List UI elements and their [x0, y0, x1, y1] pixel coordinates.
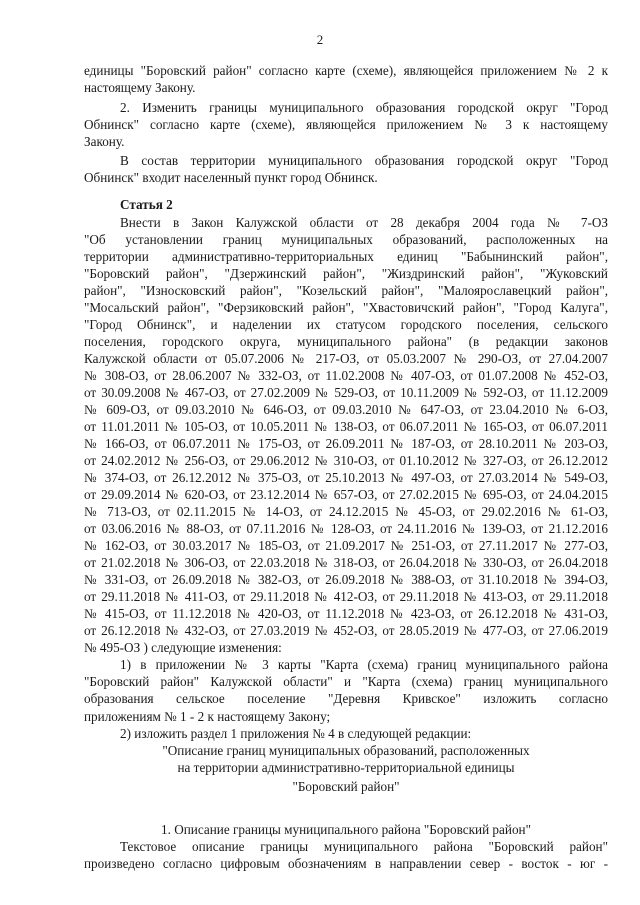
text-line: образования сельское поселение "Деревня Кривское" изложить согласно: [84, 691, 608, 706]
text-line: Внести в Закон Калужской области от 28 декабря 2004 года № 7-ОЗ: [120, 215, 608, 230]
text-line: настоящему Закону.: [84, 80, 196, 95]
text-line: 2) изложить раздел 1 приложения № 4 в следующей редакции:: [120, 726, 472, 741]
text-line: от 24.02.2012 № 256-ОЗ, от 29.06.2012 № 310-ОЗ, от 01.10.2012 № 327-ОЗ, от 26.12.2012: [84, 453, 608, 468]
text-line: № 162-ОЗ, от 30.03.2017 № 185-ОЗ, от 21.09.2017 № 251-ОЗ, от 27.11.2017 № 277-ОЗ,: [84, 538, 608, 553]
text-line: приложениям № 1 - 2 к настоящему Закону;: [84, 709, 331, 724]
text-line: № 308-ОЗ, от 28.06.2007 № 332-ОЗ, от 11.02.2008 № 407-ОЗ, от 01.07.2008 № 452-ОЗ,: [84, 368, 608, 383]
text-line: Закону.: [84, 134, 125, 149]
text-line: от 11.01.2011 № 105-ОЗ, от 10.05.2011 № 138-ОЗ, от 06.07.2011 № 165-ОЗ, от 06.07.2011: [84, 419, 608, 434]
text-line: поселения, городского округа, муниципального района" (в редакции законов: [84, 334, 608, 349]
text-line: № 415-ОЗ, от 11.12.2018 № 420-ОЗ, от 11.12.2018 № 423-ОЗ, от 26.12.2018 № 431-ОЗ,: [84, 606, 608, 621]
text-line: от 29.09.2014 № 620-ОЗ, от 23.12.2014 № 657-ОЗ, от 27.02.2015 № 695-ОЗ, от 24.04.2015: [84, 487, 608, 502]
text-line: единицы "Боровский район" согласно карте (схеме), являющейся приложением № 2 к: [84, 63, 608, 78]
text-line: произведено согласно цифровым обозначениям в направлении север - восток - юг -: [84, 856, 608, 871]
text-line: "Боровский район": [292, 779, 400, 794]
text-line: район", "Износковский район", "Козельский район", "Малоярославецкий район",: [84, 283, 608, 298]
text-line: 1. Описание границы муниципального района "Боровский район": [161, 822, 531, 837]
text-line: "Город Обнинск", и наделении их статусом городского поселения, сельского: [84, 317, 608, 332]
text-line: 2. Изменить границы муниципального образования городской округ "Город: [120, 100, 608, 115]
text-line: "Боровский район", "Дзержинский район", "Жиздринский район", "Жуковский: [84, 266, 608, 281]
text-line: от 26.12.2018 № 432-ОЗ, от 27.03.2019 № 452-ОЗ, от 28.05.2019 № 477-ОЗ, от 27.06.2019: [84, 623, 608, 638]
page-number: 2: [316, 32, 324, 47]
text-line: от 21.02.2018 № 306-ОЗ, от 22.03.2018 № 318-ОЗ, от 26.04.2018 № 330-ОЗ, от 26.04.2018: [84, 555, 608, 570]
text-line: № 331-ОЗ, от 26.09.2018 № 382-ОЗ, от 26.09.2018 № 388-ОЗ, от 31.10.2018 № 394-ОЗ,: [84, 572, 608, 587]
text-line: от 29.11.2018 № 411-ОЗ, от 29.11.2018 № 412-ОЗ, от 29.11.2018 № 413-ОЗ, от 29.11.2018: [84, 589, 608, 604]
text-line: на территории административно-территориальной единицы: [177, 760, 515, 775]
text-line: № 713-ОЗ, от 02.11.2015 № 14-ОЗ, от 24.12.2015 № 45-ОЗ, от 29.02.2016 № 61-ОЗ,: [84, 504, 608, 519]
text-line: Статья 2: [120, 197, 173, 212]
text-line: № 609-ОЗ, от 09.03.2010 № 646-ОЗ, от 09.03.2010 № 647-ОЗ, от 23.04.2010 № 6-ОЗ,: [84, 402, 608, 417]
text-line: Калужской области от 05.07.2006 № 217-ОЗ, от 05.03.2007 № 290-ОЗ, от 27.04.2007: [84, 351, 608, 366]
text-line: "Боровский район" Калужской области" и "Карта (схема) границ муниципального: [84, 674, 608, 689]
text-line: № 374-ОЗ, от 26.12.2012 № 375-ОЗ, от 25.10.2013 № 497-ОЗ, от 27.03.2014 № 549-ОЗ,: [84, 470, 608, 485]
text-line: территории административно-территориальных единиц "Бабынинский район",: [84, 249, 608, 264]
text-line: от 03.06.2016 № 88-ОЗ, от 07.11.2016 № 128-ОЗ, от 24.11.2016 № 139-ОЗ, от 21.12.2016: [84, 521, 608, 536]
text-line: "Об установлении границ муниципальных образований, расположенных на: [84, 232, 608, 247]
text-line: "Мосальский район", "Ферзиковский район", "Хвастовичский район", "Город Калуга",: [84, 300, 608, 315]
text-line: "Описание границ муниципальных образований, расположенных: [162, 743, 530, 758]
text-line: № 166-ОЗ, от 06.07.2011 № 175-ОЗ, от 26.09.2011 № 187-ОЗ, от 28.10.2011 № 203-ОЗ,: [84, 436, 608, 451]
text-line: № 495-ОЗ ) следующие изменения:: [84, 640, 282, 655]
text-line: Обнинск" входит населенный пункт город Обнинск.: [84, 170, 378, 185]
text-line: 1) в приложении № 3 карты "Карта (схема) границ муниципального района: [120, 657, 608, 672]
text-line: от 30.09.2008 № 467-ОЗ, от 27.02.2009 № 529-ОЗ, от 10.11.2009 № 592-ОЗ, от 11.12.2009: [84, 385, 608, 400]
text-line: Текстовое описание границы муниципального района "Боровский район": [120, 839, 608, 854]
text-line: Обнинск" согласно карте (схеме), являющейся приложением № 3 к настоящему: [84, 117, 608, 132]
text-line: В состав территории муниципального образования городской округ "Город: [120, 153, 608, 168]
